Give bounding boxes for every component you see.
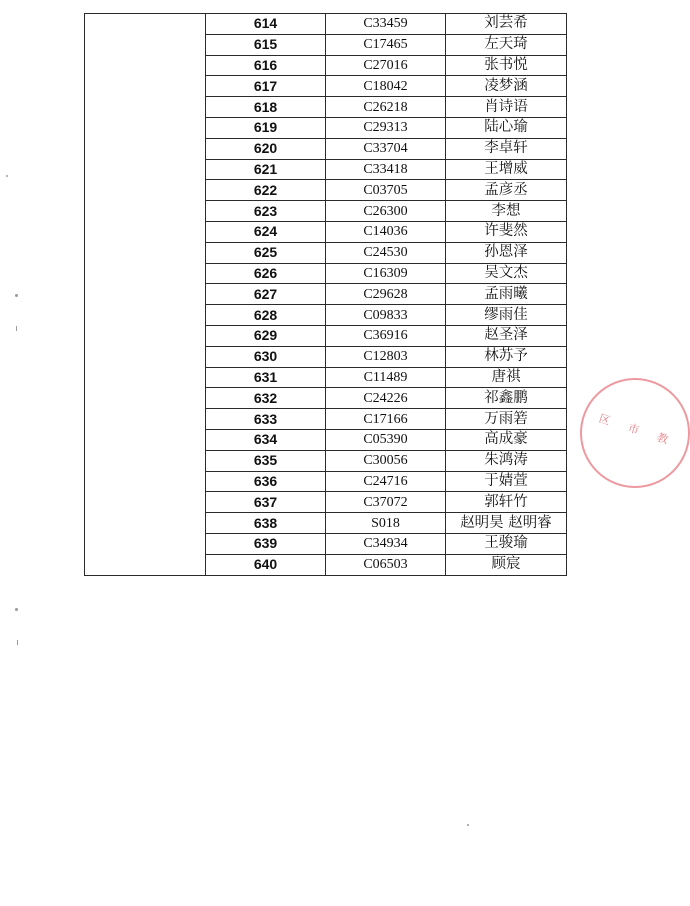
row-number-cell: 617 [206, 76, 326, 97]
student-name-cell: 刘芸希 [446, 14, 567, 35]
id-code-cell: C24716 [326, 471, 446, 492]
row-number-cell: 625 [206, 242, 326, 263]
id-code-cell: C33418 [326, 159, 446, 180]
student-name-cell: 赵圣泽 [446, 325, 567, 346]
row-number-cell: 622 [206, 180, 326, 201]
id-code-cell: C09833 [326, 305, 446, 326]
id-code-cell: C11489 [326, 367, 446, 388]
student-name-cell: 孙恩泽 [446, 242, 567, 263]
id-code-cell: C26300 [326, 201, 446, 222]
row-number-cell: 623 [206, 201, 326, 222]
row-number-cell: 624 [206, 221, 326, 242]
row-number-cell: 629 [206, 325, 326, 346]
student-name-cell: 李卓轩 [446, 138, 567, 159]
id-code-cell: S018 [326, 513, 446, 534]
id-code-cell: C16309 [326, 263, 446, 284]
id-code-cell: C05390 [326, 429, 446, 450]
row-number-cell: 633 [206, 409, 326, 430]
id-code-cell: C33704 [326, 138, 446, 159]
row-number-cell: 639 [206, 533, 326, 554]
row-number-cell: 619 [206, 117, 326, 138]
id-code-cell: C33459 [326, 14, 446, 35]
official-seal-stamp [580, 378, 690, 488]
id-code-cell: C27016 [326, 55, 446, 76]
id-code-cell: C03705 [326, 180, 446, 201]
id-code-cell: C30056 [326, 450, 446, 471]
row-number-cell: 637 [206, 492, 326, 513]
stamp-text: 区 市 教 [597, 411, 678, 449]
row-number-cell: 631 [206, 367, 326, 388]
id-code-cell: C29313 [326, 117, 446, 138]
student-name-cell: 凌梦涵 [446, 76, 567, 97]
row-number-cell: 618 [206, 97, 326, 118]
row-number-cell: 615 [206, 34, 326, 55]
student-name-cell: 赵明昊 赵明睿 [446, 513, 567, 534]
blank-merged-cell [85, 14, 206, 576]
table-row [85, 14, 567, 35]
student-name-cell: 顾宸 [446, 554, 567, 575]
student-name-cell: 于婧萱 [446, 471, 567, 492]
scan-speck [467, 824, 469, 826]
scan-speck [16, 326, 17, 331]
id-code-cell: C29628 [326, 284, 446, 305]
id-code-cell: C34934 [326, 533, 446, 554]
roster-table-body [85, 14, 567, 576]
student-name-cell: 吴文杰 [446, 263, 567, 284]
roster-table-container [84, 13, 566, 576]
student-name-cell: 许斐然 [446, 221, 567, 242]
id-code-cell: C24226 [326, 388, 446, 409]
id-code-cell: C37072 [326, 492, 446, 513]
scan-speck [6, 175, 8, 177]
student-name-cell: 王骏瑜 [446, 533, 567, 554]
row-number-cell: 621 [206, 159, 326, 180]
student-name-cell: 唐祺 [446, 367, 567, 388]
id-code-cell: C14036 [326, 221, 446, 242]
id-code-cell: C12803 [326, 346, 446, 367]
id-code-cell: C18042 [326, 76, 446, 97]
student-name-cell: 李想 [446, 201, 567, 222]
student-name-cell: 陆心瑜 [446, 117, 567, 138]
student-name-cell: 孟彦丞 [446, 180, 567, 201]
row-number-cell: 636 [206, 471, 326, 492]
student-name-cell: 孟雨曦 [446, 284, 567, 305]
row-number-cell: 628 [206, 305, 326, 326]
student-name-cell: 张书悦 [446, 55, 567, 76]
row-number-cell: 638 [206, 513, 326, 534]
student-name-cell: 肖诗语 [446, 97, 567, 118]
row-number-cell: 627 [206, 284, 326, 305]
row-number-cell: 620 [206, 138, 326, 159]
row-number-cell: 630 [206, 346, 326, 367]
row-number-cell: 632 [206, 388, 326, 409]
id-code-cell: C06503 [326, 554, 446, 575]
student-name-cell: 左天琦 [446, 34, 567, 55]
id-code-cell: C36916 [326, 325, 446, 346]
id-code-cell: C17166 [326, 409, 446, 430]
student-name-cell: 祁鑫鹏 [446, 388, 567, 409]
row-number-cell: 640 [206, 554, 326, 575]
row-number-cell: 616 [206, 55, 326, 76]
row-number-cell: 626 [206, 263, 326, 284]
student-name-cell: 王增威 [446, 159, 567, 180]
student-name-cell: 朱鸿涛 [446, 450, 567, 471]
student-name-cell: 林苏予 [446, 346, 567, 367]
id-code-cell: C17465 [326, 34, 446, 55]
student-name-cell: 缪雨佳 [446, 305, 567, 326]
row-number-cell: 634 [206, 429, 326, 450]
id-code-cell: C26218 [326, 97, 446, 118]
id-code-cell: C24530 [326, 242, 446, 263]
scan-speck [15, 294, 18, 297]
scan-speck [17, 640, 18, 645]
scan-speck [15, 608, 18, 611]
row-number-cell: 614 [206, 14, 326, 35]
roster-table [84, 13, 567, 576]
row-number-cell: 635 [206, 450, 326, 471]
student-name-cell: 万雨箬 [446, 409, 567, 430]
student-name-cell: 高成豪 [446, 429, 567, 450]
student-name-cell: 郭轩竹 [446, 492, 567, 513]
